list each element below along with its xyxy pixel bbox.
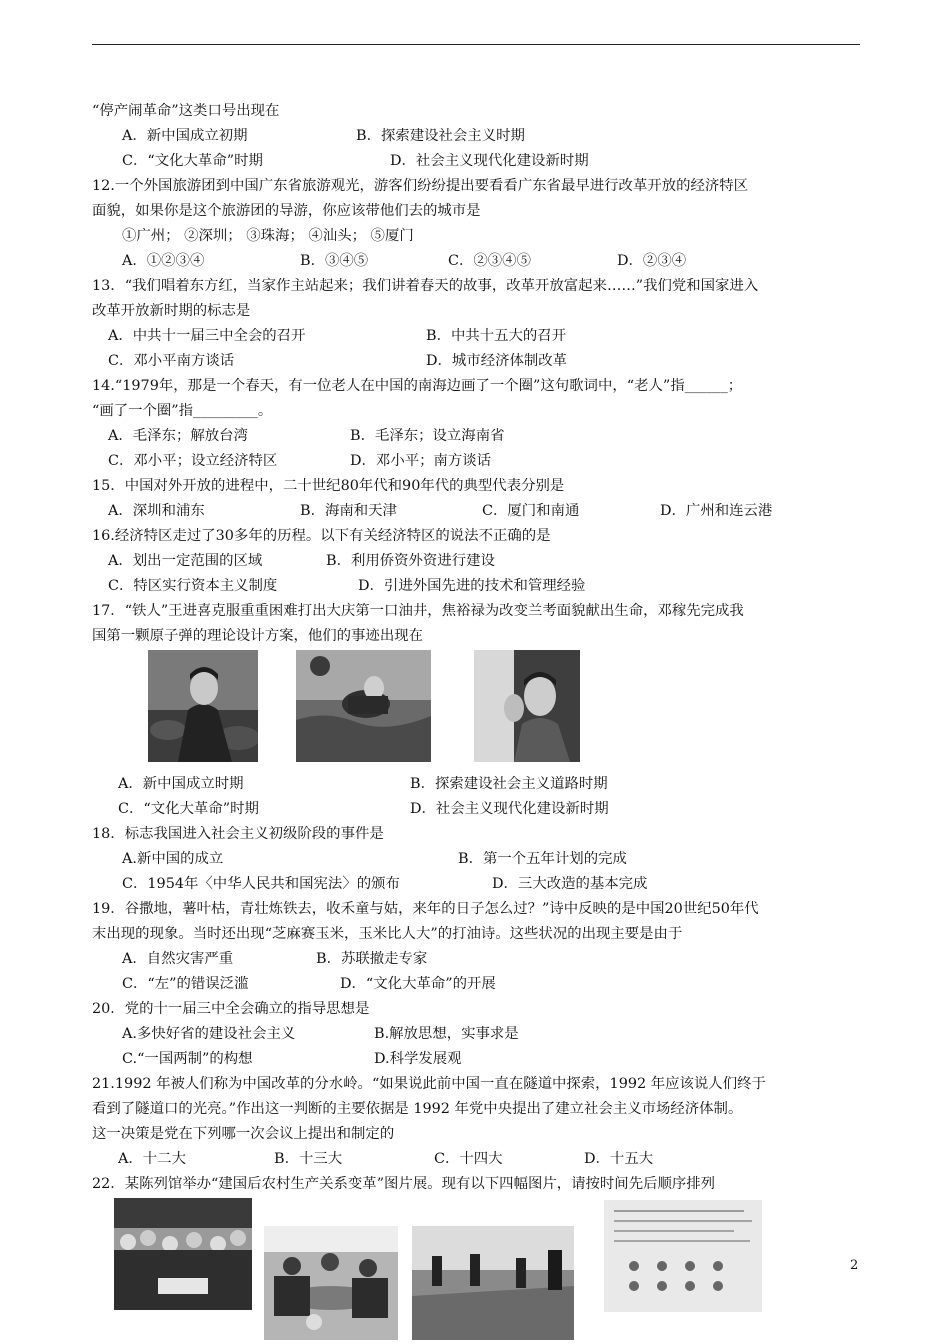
q21-option-b: B．十三大 [274,1151,343,1167]
commune-canteen-photo [264,1226,398,1340]
q21-option-d: D．十五大 [584,1151,654,1167]
q19-option-d: D．“文化大革命”的开展 [340,976,496,992]
q18-option-d: D．三大改造的基本完成 [492,876,648,892]
q12-option-c: C．②③④⑤ [448,253,531,269]
q14-option-c: C．邓小平；设立经济特区 [108,453,278,469]
q17-stem-1: 17．“铁人”王进喜克服重重困难打出大庆第一口油井，焦裕禄为改变兰考面貌献出生命，邓稼先完成我 [92,603,744,619]
q12-option-a: A．①②③④ [122,253,205,269]
q13-option-a: A．中共十一届三中全会的召开 [108,328,306,344]
q12-option-b: B．③④⑤ [300,253,369,269]
q16-stem: 16.经济特区走过了30多年的历程。以下有关经济特区的说法不正确的是 [92,528,551,544]
q18-option-b: B．第一个五年计划的完成 [458,851,627,867]
q17-option-a: A．新中国成立时期 [118,776,244,792]
q12-stem-3: ①广州； ②深圳； ③珠海； ④汕头； ⑤厦门 [122,228,414,244]
jiao-yulu-photo [296,650,431,762]
q15-stem: 15．中国对外开放的进程中，二十世纪80年代和90年代的典型代表分别是 [92,478,565,494]
q11-option-c: C．“文化大革命”时期 [122,153,263,169]
q13-stem-2: 改革开放新时期的标志是 [92,303,251,319]
q11-option-d: D．社会主义现代化建设新时期 [390,153,589,169]
q19-stem-1: 19．谷撒地，薯叶枯，青壮炼铁去，收禾童与姑，来年的日子怎么过？”诗中反映的是中国20世纪50年代 [92,901,759,917]
q21-stem-1: 21.1992 年被人们称为中国改革的分水岭。“如果说此前中国一直在隧道中探索，1992 年应该说人们终于 [92,1076,766,1092]
q16-option-b: B．利用侨资外资进行建设 [326,553,495,569]
q19-stem-2: 末出现的现象。当时还出现“芝麻赛玉米，玉米比人大”的打油诗。这些状况的出现主要是由于 [92,926,683,942]
header-rule [92,44,860,45]
q19-option-a: A．自然灾害严重 [122,951,234,967]
q15-option-d: D．广州和连云港 [660,503,773,519]
q14-option-a: A．毛泽东；解放台湾 [108,428,248,444]
q20-option-a: A.多快好省的建设社会主义 [122,1026,296,1042]
q13-option-d: D．城市经济体制改革 [426,353,568,369]
q14-stem-2: “画了一个圈”指_________。 [92,403,273,419]
q11-option-a: A．新中国成立初期 [122,128,248,144]
q18-option-c: C．1954年〈中华人民共和国宪法〉的颁布 [122,876,400,892]
q19-option-c: C．“左”的错误泛滥 [122,976,249,992]
q20-option-d: D.科学发展观 [374,1051,462,1067]
q12-stem-2: 面貌，如果你是这个旅游团的导游，你应该带他们去的城市是 [92,203,481,219]
q21-option-a: A．十二大 [118,1151,186,1167]
q22-stem: 22．某陈列馆举办“建国后农村生产关系变革”图片展。现有以下四幅图片，请按时间先后顺序排列 [92,1176,716,1192]
q21-stem-3: 这一决策是党在下列哪一次会议上提出和制定的 [92,1126,395,1142]
q15-option-c: C．厦门和南通 [482,503,580,519]
q19-option-b: B．苏联撤走专家 [316,951,428,967]
wang-jinxi-photo [148,650,258,762]
q20-option-b: B.解放思想，实事求是 [374,1026,519,1042]
q16-option-d: D．引进外国先进的技术和管理经验 [358,578,586,594]
q17-option-d: D．社会主义现代化建设新时期 [410,801,609,817]
q12-option-d: D．②③④ [617,253,687,269]
q17-stem-2: 国第一颗原子弹的理论设计方案，他们的事迹出现在 [92,628,423,644]
q18-stem: 18．标志我国进入社会主义初级阶段的事件是 [92,826,384,842]
q13-option-c: C．邓小平南方谈话 [108,353,235,369]
q17-option-b: B．探索建设社会主义道路时期 [410,776,608,792]
q16-option-c: C．特区实行资本主义制度 [108,578,278,594]
q14-option-d: D．邓小平；南方谈话 [350,453,492,469]
q21-option-c: C．十四大 [434,1151,503,1167]
q12-stem-1: 12.一个外国旅游团到中国广东省旅游观光，游客们纷纷提出要看看广东省最早进行改革开放的经济特区 [92,178,749,194]
q13-stem-1: 13．“我们唱着东方红，当家作主站起来；我们讲着春天的故事，改革开放富起来……”我们党和国家进入 [92,278,759,294]
q21-stem-2: 看到了隧道口的光亮。”作出这一判断的主要依据是 1992 年党中央提出了建立社会主义市场经济体制。 [92,1101,743,1117]
deng-jiaxian-photo [474,650,580,762]
q14-stem-1: 14.“1979年，那是一个春天，有一位老人在中国的南海边画了一个圈”这句歌词中，“老人”指______； [92,378,743,394]
q11-option-b: B．探索建设社会主义时期 [356,128,525,144]
q14-option-b: B．毛泽东；设立海南省 [350,428,505,444]
q11-stem: “停产闹革命”这类口号出现在 [92,103,280,119]
land-reform-crowd-photo [114,1198,252,1310]
contract-document-photo [604,1200,762,1312]
q13-option-b: B．中共十五大的召开 [426,328,567,344]
q17-option-c: C．“文化大革命”时期 [118,801,259,817]
q16-option-a: A．划出一定范围的区域 [108,553,263,569]
q20-option-c: C.“一国两制”的构想 [122,1051,253,1067]
q18-option-a: A.新中国的成立 [122,851,224,867]
page-number: 2 [850,1258,859,1273]
q15-option-b: B．海南和天津 [300,503,397,519]
q15-option-a: A．深圳和浦东 [108,503,205,519]
q20-stem: 20．党的十一届三中全会确立的指导思想是 [92,1001,370,1017]
field-work-photo [412,1226,574,1340]
